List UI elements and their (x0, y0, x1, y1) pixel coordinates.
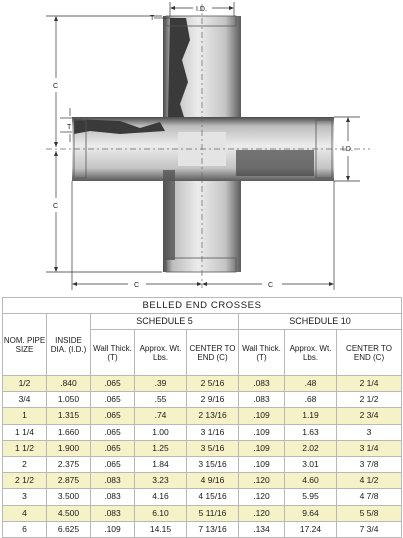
cell-s10-wt: 9.64 (285, 505, 337, 521)
cell-s5-wall: .083 (91, 505, 135, 521)
cell-s10-wt: 2.02 (285, 440, 337, 456)
header-s5-approx-wt: Approx. Wt. Lbs. (135, 330, 187, 376)
cell-s10-wt: 3.01 (285, 456, 337, 472)
cell-size: 3 (3, 489, 47, 505)
cell-s10-wall: .109 (239, 424, 285, 440)
cell-s5-wt: 1.25 (135, 440, 187, 456)
cell-s5-wt: 3.23 (135, 473, 187, 489)
label-c-bottom-left: C (134, 282, 140, 289)
cell-size: 6 (3, 521, 47, 537)
cell-size: 3/4 (3, 392, 47, 408)
cell-s5-wall: .065 (91, 376, 135, 392)
cell-size: 1/2 (3, 376, 47, 392)
cell-s10-wall: .120 (239, 473, 285, 489)
cell-size: 1 1/2 (3, 440, 47, 456)
cell-id: 6.625 (47, 521, 91, 537)
cell-s10-wt: 1.19 (285, 408, 337, 424)
cell-s10-c: 4 7/8 (337, 489, 402, 505)
cell-s5-wt: .74 (135, 408, 187, 424)
cell-s10-wt: .48 (285, 376, 337, 392)
cell-s5-c: 4 9/16 (187, 473, 239, 489)
cell-id: 1.050 (47, 392, 91, 408)
table-title: BELLED END CROSSES (3, 298, 402, 314)
cell-s5-c: 3 15/16 (187, 456, 239, 472)
header-inside-dia: INSIDE DIA. (I.D.) (47, 314, 91, 376)
table-row (3, 505, 402, 521)
cell-s5-wt: .55 (135, 392, 187, 408)
cell-size: 2 1/2 (3, 473, 47, 489)
cell-s5-c: 3 5/16 (187, 440, 239, 456)
cell-s5-c: 2 5/16 (187, 376, 239, 392)
cell-size: 1 1/4 (3, 424, 47, 440)
table-row (3, 440, 402, 456)
cell-s10-c: 7 3/4 (337, 521, 402, 537)
table-row (3, 392, 402, 408)
cell-s5-wall: .065 (91, 440, 135, 456)
cell-s5-c: 2 13/16 (187, 408, 239, 424)
cell-s5-wt: 14.15 (135, 521, 187, 537)
header-s10-center-to-end: CENTER TO END (C) (337, 330, 402, 376)
cell-s5-wt: 4.16 (135, 489, 187, 505)
header-nom-pipe-size: NOM. PIPE SIZE (3, 314, 47, 376)
cell-s5-wall: .109 (91, 521, 135, 537)
cell-size: 1 (3, 408, 47, 424)
cell-s5-c: 7 13/16 (187, 521, 239, 537)
label-c-left-upper: C (53, 83, 59, 90)
cell-s5-c: 2 9/16 (187, 392, 239, 408)
table-row (3, 489, 402, 505)
cell-s10-c: 4 1/2 (337, 473, 402, 489)
cell-id: 1.660 (47, 424, 91, 440)
cell-s10-c: 3 1/4 (337, 440, 402, 456)
label-t-left: T (67, 124, 72, 131)
cell-s10-wt: 1.63 (285, 424, 337, 440)
cell-s10-wall: .083 (239, 392, 285, 408)
cell-s5-wt: 6.10 (135, 505, 187, 521)
cell-s10-wall: .109 (239, 440, 285, 456)
cell-size: 4 (3, 505, 47, 521)
header-schedule-10: SCHEDULE 10 (239, 314, 402, 330)
cell-s10-wt: 17.24 (285, 521, 337, 537)
label-id-right: I.D. (342, 146, 353, 153)
cell-s10-wall: .134 (239, 521, 285, 537)
cell-id: 1.315 (47, 408, 91, 424)
cell-s5-c: 4 15/16 (187, 489, 239, 505)
label-id-top: I.D. (196, 6, 207, 13)
cell-s10-c: 2 1/4 (337, 376, 402, 392)
label-t-top: T (150, 15, 155, 22)
cell-s5-wall: .083 (91, 489, 135, 505)
label-c-left-lower: C (53, 203, 59, 210)
cell-s5-wall: .065 (91, 408, 135, 424)
cell-s10-c: 5 5/8 (337, 505, 402, 521)
cell-id: 1.900 (47, 440, 91, 456)
cell-s10-wall: .120 (239, 505, 285, 521)
cell-s5-wt: 1.00 (135, 424, 187, 440)
cell-s10-c: 3 7/8 (337, 456, 402, 472)
cross-body (72, 16, 334, 272)
header-s5-wall-thick: Wall Thick. (T) (91, 330, 135, 376)
table-body (3, 376, 402, 538)
cell-id: 2.375 (47, 456, 91, 472)
table-row (3, 473, 402, 489)
cell-s5-wall: .065 (91, 456, 135, 472)
cell-s10-c: 2 1/2 (337, 392, 402, 408)
cell-s5-wt: .39 (135, 376, 187, 392)
table-row (3, 408, 402, 424)
cell-s10-wt: .68 (285, 392, 337, 408)
cell-id: 4.500 (47, 505, 91, 521)
table-row (3, 376, 402, 392)
table-row (3, 521, 402, 537)
cell-id: .840 (47, 376, 91, 392)
table-row (3, 424, 402, 440)
table-row (3, 456, 402, 472)
cell-s10-wall: .083 (239, 376, 285, 392)
belled-end-crosses-table (2, 297, 402, 538)
cell-s5-wall: .065 (91, 424, 135, 440)
cell-s10-wall: .109 (239, 408, 285, 424)
cell-s10-wall: .109 (239, 456, 285, 472)
cell-s10-wall: .120 (239, 489, 285, 505)
cell-size: 2 (3, 456, 47, 472)
cell-s10-c: 2 3/4 (337, 408, 402, 424)
label-c-bottom-right: C (268, 282, 274, 289)
cell-s5-c: 5 11/16 (187, 505, 239, 521)
header-s10-wall-thick: Wall Thick. (T) (239, 330, 285, 376)
cell-s10-wt: 4.60 (285, 473, 337, 489)
cell-id: 2.875 (47, 473, 91, 489)
cell-s10-c: 3 (337, 424, 402, 440)
cell-id: 3.500 (47, 489, 91, 505)
cell-s5-wall: .083 (91, 473, 135, 489)
cell-s10-wt: 5.95 (285, 489, 337, 505)
header-s5-center-to-end: CENTER TO END (C) (187, 330, 239, 376)
cell-s5-wt: 1.84 (135, 456, 187, 472)
header-s10-approx-wt: Approx. Wt. Lbs. (285, 330, 337, 376)
cell-s5-wall: .065 (91, 392, 135, 408)
header-schedule-5: SCHEDULE 5 (91, 314, 239, 330)
cell-s5-c: 3 1/16 (187, 424, 239, 440)
